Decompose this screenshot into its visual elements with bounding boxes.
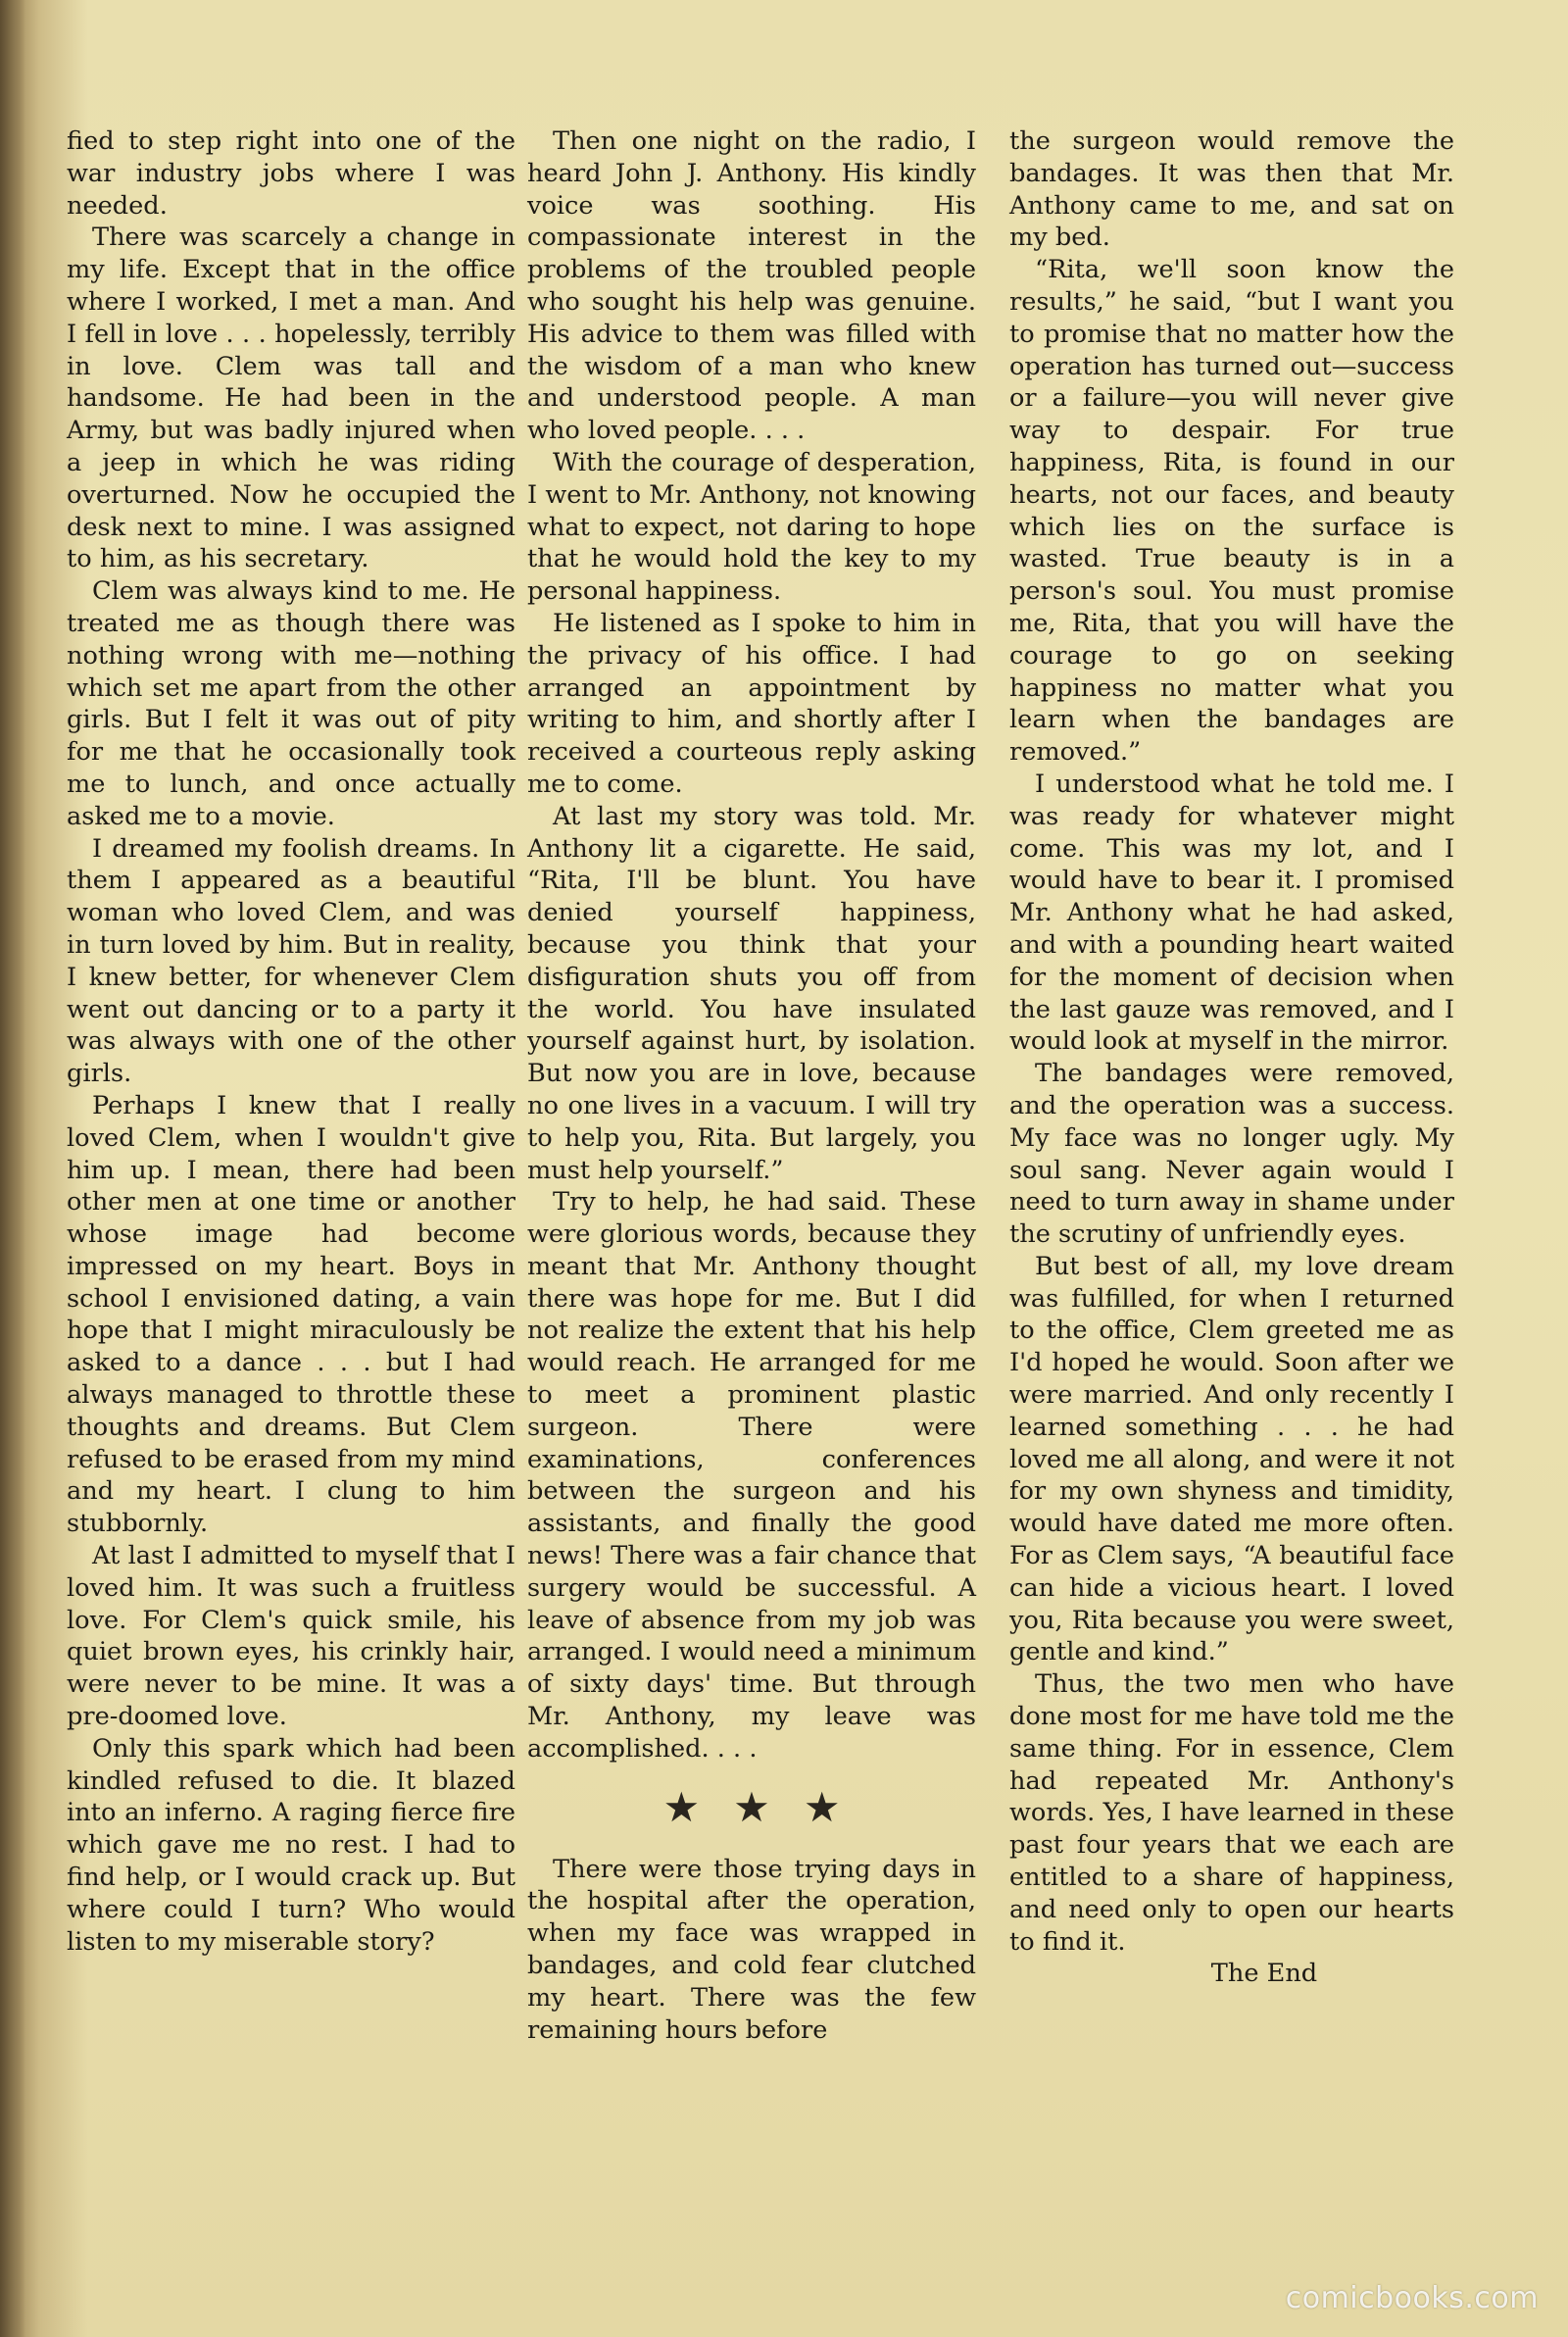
story-paragraph: fied to step right into one of the war industry jobs where I was needed. — [67, 126, 515, 221]
story-paragraph: With the courage of desperation, I went to Mr. Anthony, not knowing what to expect, not daring to hope that he would hold the key to my personal happiness. — [527, 447, 976, 607]
star-icon: ★ — [803, 1782, 841, 1831]
text-column-2 — [527, 125, 976, 2046]
story-paragraph: “Rita, we'll soon know the results,” he said, “but I want you to promise that no matter how the operation has turned out—success or a failure—you will never give way to despair. For true happiness, Rita, is found in our hearts, not our faces, and beauty which lies on the surface is wasted. True beauty is in a person's soul. You must promise me, Rita, that you will have the courage to go on seeking happiness no matter what you learn when the bandages are removed.” — [1009, 255, 1454, 768]
story-paragraph: the surgeon would remove the bandages. It was then that Mr. Anthony came to me, and sat on my bed. — [1009, 126, 1454, 253]
site-watermark: comicbooks.com — [1285, 2281, 1539, 2315]
story-paragraph: Perhaps I knew that I really loved Clem, when I wouldn't give him up. I mean, there had been other men at one time or another whose image had become impressed on my heart. Boys in school I envisioned dating, a vain hope that I might miraculously be asked to a dance . . . but I had always managed to throttle these thoughts and dreams. But Clem refused to be erased from my mind and my heart. I clung to him stubbornly. — [67, 1090, 515, 1539]
story-paragraph: I dreamed my foolish dreams. In them I appeared as a beautiful woman who loved Clem, and was in turn loved by him. But in reality, I knew better, for whenever Clem went out dancing or to a party it was always with one of the other girls. — [67, 833, 515, 1089]
text-column-3-body — [1009, 125, 1454, 1958]
text-column-1 — [67, 125, 515, 1958]
the-end-label: The End — [1210, 1959, 1318, 1989]
story-paragraph: There were those trying days in the hospital after the operation, when my face was wrapped in bandages, and cold fear clutched my heart. There was the few remaining hours before — [527, 1854, 976, 2045]
story-paragraph: But best of all, my love dream was fulfilled, for when I returned to the office, Clem greeted me as I'd hoped he would. Soon after we were married. And only recently I learned something . . . he had loved me all along, and were it not for my own shyness and timidity, would have dated me more often. For as Clem says, “A beautiful face can hide a vicious heart. I loved you, Rita because you were sweet, gentle and kind.” — [1009, 1251, 1454, 1667]
story-paragraph: At last my story was told. Mr. Anthony lit a cigarette. He said, “Rita, I'll be blunt. You have denied yourself happiness, because you think that your disfiguration shuts you off from the world. You have insulated yourself against hurt, by isolation. But now you are in love, because no one lives in a vacuum. I will try to help you, Rita. But largely, you must help yourself.” — [527, 801, 976, 1185]
story-paragraph: Clem was always kind to me. He treated me as though there was nothing wrong with me—nothing which set me apart from the other girls. But I felt it was out of pity for me that he occasionally took me to lunch, and once actually asked me to a movie. — [67, 576, 515, 831]
text-column-2-bottom — [527, 1854, 976, 2047]
story-paragraph: He listened as I spoke to him in the privacy of his office. I had arranged an appointment by writing to him, and shortly after I received a courteous reply asking me to come. — [527, 608, 976, 799]
story-paragraph: I understood what he told me. I was ready for whatever might come. This was my lot, and I would have to bear it. I promised Mr. Anthony what he had asked, and with a pounding heart waited for the moment of decision when the last gauze was removed, and I would look at myself in the mirror. — [1009, 769, 1454, 1057]
text-column-3 — [1009, 125, 1454, 1990]
story-paragraph: Try to help, he had said. These were glorious words, because they meant that Mr. Anthony thought there was hope for me. But I did not realize the extent that his help would reach. He arranged for me to meet a prominent plastic surgeon. There were examinations, conferences between the surgeon and his assistants, and finally the good news! There was a fair chance that surgery would be successful. A leave of absence from my job was arranged. I would need a minimum of sixty days' time. But through Mr. Anthony, my leave was accomplished. . . . — [527, 1187, 976, 1764]
story-paragraph: The bandages were removed, and the operation was a success. My face was no longer ugly. My soul sang. Never again would I need to turn away in shame under the scrutiny of unfriendly eyes. — [1009, 1059, 1454, 1250]
story-paragraph: Then one night on the radio, I heard John J. Anthony. His kindly voice was soothing. His compassionate interest in the problems of the troubled people who sought his help was genuine. His advice to them was filled with the wisdom of a man who knew and understood people. A man who loved people. . . . — [527, 126, 976, 446]
section-break-stars — [527, 1782, 976, 1831]
star-icon: ★ — [662, 1782, 701, 1831]
page-spine-shadow — [0, 0, 25, 2337]
text-column-2-top — [527, 125, 976, 1765]
story-paragraph: Only this spark which had been kindled refused to die. It blazed into an inferno. A raging fierce fire which gave me no rest. I had to find help, or I would crack up. But where could I turn? Who would listen to my miserable story? — [67, 1733, 515, 1957]
story-paragraph: There was scarcely a change in my life. Except that in the office where I worked, I met a man. And I fell in love . . . hopelessly, terribly in love. Clem was tall and handsome. He had been in the Army, but was badly injured when a jeep in which he was riding overturned. Now he occupied the desk next to mine. I was assigned to him, as his secretary. — [67, 223, 515, 574]
star-icon: ★ — [733, 1782, 770, 1831]
story-paragraph: At last I admitted to myself that I loved him. It was such a fruitless love. For Clem's quick smile, his quiet brown eyes, his crinkly hair, were never to be mine. It was a pre-doomed love. — [67, 1541, 515, 1732]
story-paragraph: Thus, the two men who have done most for me have told me the same thing. For in essence, Clem had repeated Mr. Anthony's words. Yes, I have learned in these past four years that we each are entitled to a share of happiness, and need only to open our hearts to find it. — [1009, 1669, 1454, 1957]
